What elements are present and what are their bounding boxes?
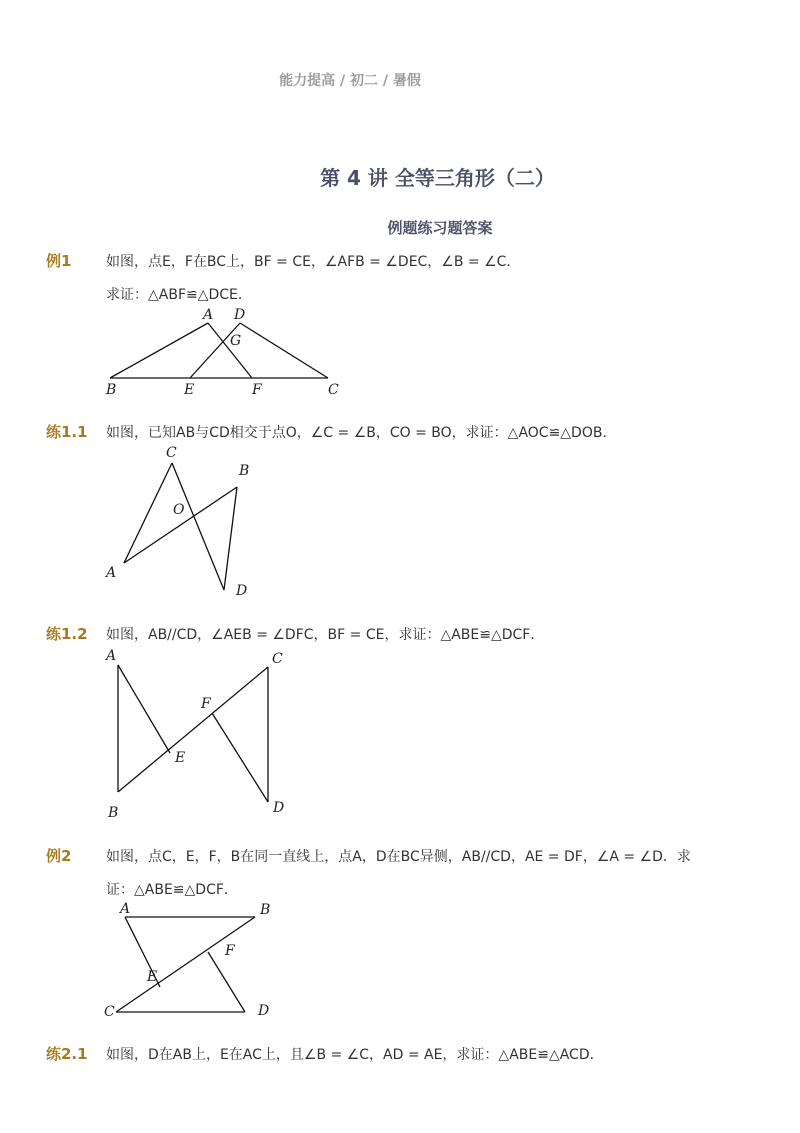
point-label-e: E <box>147 969 158 985</box>
point-label-e: E <box>184 382 195 398</box>
segment-cd <box>172 463 224 590</box>
point-label-a: A <box>106 648 117 664</box>
segment-bd <box>224 487 237 590</box>
point-label-e: E <box>175 750 186 766</box>
point-label-b: B <box>239 463 250 479</box>
page-header: 能力提高 / 初二 / 暑假 <box>279 73 421 89</box>
segment-bc <box>118 667 268 792</box>
point-label-f: F <box>201 696 211 712</box>
point-label-c: C <box>104 1004 115 1020</box>
segment-fd <box>212 713 268 802</box>
point-label-d: D <box>273 800 285 816</box>
point-label-d: D <box>234 307 246 323</box>
figure-triangles-abe-dcf <box>100 645 300 825</box>
point-label-d: D <box>236 583 248 599</box>
segment-ab <box>124 487 237 563</box>
segment-ab <box>110 323 208 378</box>
point-label-f: F <box>225 943 235 959</box>
problem-statement-continued: 证：△ABE≌△DCF． <box>106 882 238 898</box>
problem-statement: 如图，已知AB与CD相交于点O，∠C = ∠B，CO = BO，求证：△AOC≌△DOB． <box>106 425 617 441</box>
problem-statement: 如图，D在AB上，E在AC上，且∠B = ∠C，AD = AE，求证：△ABE≌△ACD． <box>106 1047 604 1063</box>
point-label-c: C <box>166 445 177 461</box>
point-label-g: G <box>230 333 242 349</box>
point-label-o: O <box>173 502 185 518</box>
section-subtitle: 例题练习题答案 <box>387 219 493 237</box>
point-label-c: C <box>272 651 283 667</box>
segment-ae <box>118 665 170 753</box>
segment-fd <box>208 952 245 1012</box>
problem-label: 练2.1 <box>46 1045 88 1063</box>
problem-label: 练1.1 <box>46 423 88 441</box>
problem-statement-continued: 求证：△ABF≌△DCE． <box>106 287 252 303</box>
problem-label: 练1.2 <box>46 625 88 643</box>
point-label-f: F <box>252 382 262 398</box>
segment-dc <box>240 323 328 378</box>
figure-triangles-abe-dcf-example2 <box>100 895 290 1025</box>
problem-statement: 如图，AB//CD，∠AEB = ∠DFC，BF = CE，求证：△ABE≌△DCF． <box>106 627 545 643</box>
point-label-c: C <box>328 382 339 398</box>
point-label-a: A <box>106 565 117 581</box>
figure-triangles-abf-dce <box>100 305 350 400</box>
point-label-a: A <box>120 901 131 917</box>
problem-label: 例1 <box>46 252 72 270</box>
problem-statement: 如图，点C，E，F，B在同一直线上，点A，D在BC异侧，AB//CD，AE = DF，∠A = ∠D．求 <box>106 849 691 865</box>
segment-ac <box>124 463 172 563</box>
point-label-b: B <box>106 382 117 398</box>
point-label-d: D <box>258 1003 270 1019</box>
lecture-title: 第 4 讲 全等三角形（二） <box>320 166 555 190</box>
segment-bc <box>116 917 255 1012</box>
problem-statement: 如图，点E，F在BC上，BF = CE，∠AFB = ∠DEC，∠B = ∠C． <box>106 254 521 270</box>
point-label-b: B <box>108 805 119 821</box>
problem-label: 例2 <box>46 847 72 865</box>
point-label-b: B <box>260 902 271 918</box>
figure-triangles-aoc-dob <box>100 440 270 605</box>
point-label-a: A <box>203 307 214 323</box>
